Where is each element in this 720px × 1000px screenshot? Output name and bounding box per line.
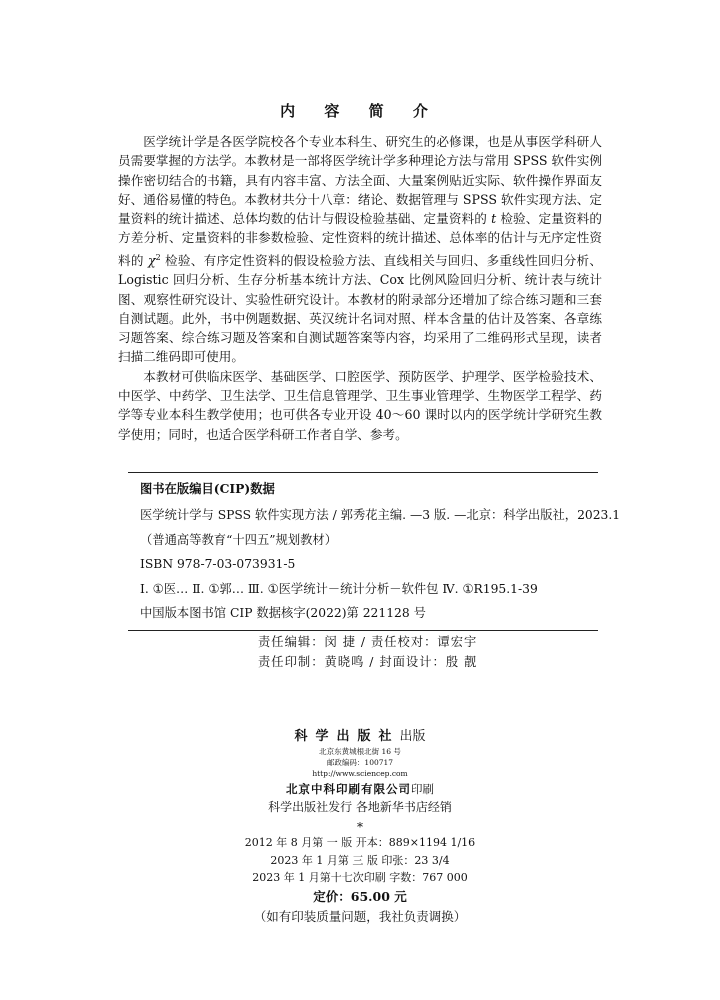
printer-logo-text: 北京中科印刷有限公司 <box>286 782 411 796</box>
printing-credit: 责任印制：黄晓鸣 / 封面设计：殷 靓 <box>258 655 478 669</box>
printer-suffix: 印刷 <box>411 782 434 796</box>
summary-text: 医学统计学是各医学院校各个专业本科生、研究生的必修课，也是从事医学科研人员需要掌握的方法学。本教材是一部将医学统计学多种理论方法与常用 SPSS 软件实例操作密切结合的书籍，具有内容丰富、方法全面、大量案例贴近实际、软件操作界面友好、通俗易懂的特色。本教材共分十八章：绪论、数据管理与 SPSS 软件实现方法、定量资料的统计描述、总体均数的估计与假设检验基础、定量资料的 <box>118 134 602 227</box>
cip-line: 中国版本图书馆 CIP 数据核字(2022)第 221128 号 <box>140 606 426 620</box>
staff-credits <box>258 632 477 672</box>
chi-symbol: χ <box>148 252 156 268</box>
summary-text: 检验、有序定性资料的假设检验方法、直线相关与回归、多重线性回归分析、Logistic 回归分析、生存分析基本统计方法、Cox 比例风险回归分析、统计表与统计图、观察性研究设计、实验性研究设计。本教材的附录部分还增加了综合练习题和三套自测试题。此外，书中例题数据、英汉统计名词对照、样本含量的估计及答案、各章练习题答案、综合练习题及答案和自测试题答案等内容，均采用了二维码形式呈现，读者扫描二维码即可使用。 <box>118 252 602 365</box>
summary-paragraph-2: 本教材可供临床医学、基础医学、口腔医学、预防医学、护理学、医学检验技术、中医学、中药学、卫生法学、卫生信息管理学、卫生事业管理学、生物医学工程学、药学等专业本科生教学使用；也可供各专业开设 40～60 课时以内的医学统计学研究生教学使用；同时，也适合医学科研工作者自学、参考。 <box>118 368 602 442</box>
editor-credit: 责任编辑：闵 捷 / 责任校对：谭宏宇 <box>258 635 478 649</box>
publisher-info <box>0 728 720 927</box>
summary-paragraph-1 <box>118 132 602 367</box>
cip-line: Ⅰ. ①医… Ⅱ. ①郭… Ⅲ. ①医学统计－统计分析－软件包 Ⅳ. ①R195.1-39 <box>140 581 538 596</box>
page-title: 内 容 简 介 <box>280 102 440 120</box>
publisher-address: 北京东黄城根北街 16 号 <box>319 747 401 756</box>
price: 定价：65.00 元 <box>313 888 407 904</box>
cip-heading: 图书在版编目(CIP)数据 <box>140 481 275 496</box>
cip-data-block <box>128 472 621 631</box>
edition-line: 2023 年 1 月第十七次印刷 字数：767 000 <box>252 871 468 884</box>
distribution-line: 科学出版社发行 各地新华书店经销 <box>268 800 452 814</box>
cip-line: ISBN 978-7-03-073931-5 <box>140 557 296 571</box>
edition-line: 2023 年 1 月第 三 版 印张：23 3/4 <box>270 853 450 867</box>
publisher-url: http://www.sciencep.com <box>312 769 408 778</box>
publisher-logo-text: 科学出版社 <box>294 729 400 744</box>
content-summary <box>118 132 602 444</box>
t-symbol: t <box>491 211 497 227</box>
publisher-suffix: 出版 <box>399 729 426 744</box>
summary-text: 检验、定量资料的方差分析、定量资料的非参数检验、定性资料的统计描述、总体率的估计与无序定性资料的 <box>118 211 602 268</box>
cip-line: （普通高等教育“十四五”规划教材） <box>140 532 338 547</box>
publisher-postcode: 邮政编码：100717 <box>326 758 394 767</box>
cip-line: 医学统计学与 SPSS 软件实现方法 / 郭秀花主编. —3 版. —北京：科学出版社，2023.1 <box>140 508 621 522</box>
printer-name <box>0 781 720 798</box>
separator-star: * <box>357 820 363 834</box>
publisher-name <box>0 728 720 746</box>
chi-exponent: 2 <box>155 252 161 262</box>
quality-notice: （如有印装质量问题，我社负责调换） <box>253 908 467 924</box>
edition-line: 2012 年 8 月第 一 版 开本：889×1194 1/16 <box>244 836 476 849</box>
